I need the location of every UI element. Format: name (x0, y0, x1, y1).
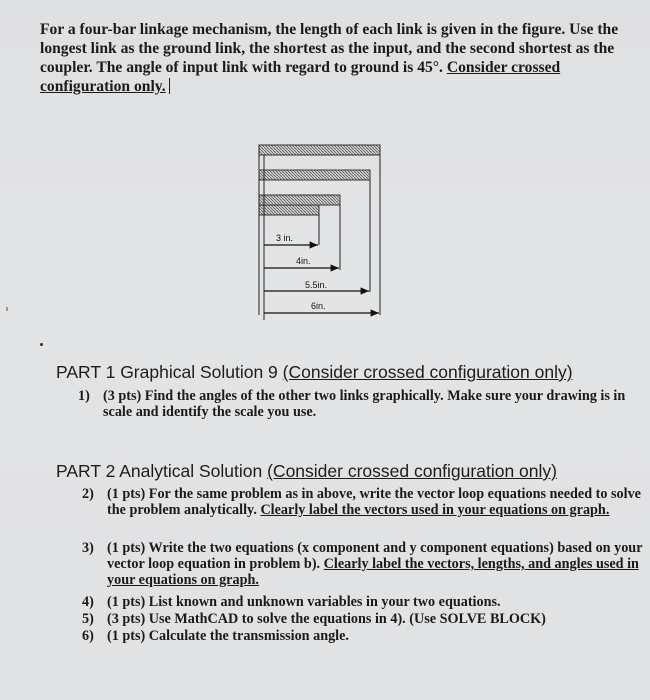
part2-subtitle: (Consider crossed configuration only) (267, 461, 557, 481)
item-number: 5) (82, 611, 94, 627)
item-text: (1 pts) List known and unknown variables in your two equations. (107, 594, 501, 610)
item-text: (1 pts) For the same problem as in above, write the vector loop equations needed to solve the problem analytically. (107, 486, 641, 518)
link-bar-5-5in (259, 170, 370, 180)
item-number: 2) (82, 486, 94, 502)
dim-label-5-5in: 5.5in. (305, 280, 328, 290)
item-text: (1 pts) Write the two equations (x component and y component equations) based on your vector loop equation in problem b). (107, 540, 643, 572)
list-item (82, 611, 647, 627)
bullet-dot (40, 343, 43, 346)
item-number: 1) (78, 388, 90, 404)
dim-label-6in: 6in. (311, 301, 326, 311)
part1-title: PART 1 Graphical Solution 9 (56, 362, 278, 382)
list-item (82, 486, 647, 518)
problem-text: For a four-bar linkage mechanism, the length of each link is given in the figure. Use the longest link as the ground link, the shortest as the input, and the second shortest as the coupler. The angle of input link with regard to ground is 45°. (40, 21, 619, 76)
crossed-configuration-note: Consider crossed configuration only. (40, 59, 561, 95)
part1-subtitle: (Consider crossed configuration only) (282, 362, 573, 382)
part2-title: PART 2 Analytical Solution (56, 461, 263, 481)
item-number: 6) (82, 628, 94, 644)
dim-label-4in: 4in. (296, 256, 311, 266)
item-number: 3) (82, 540, 94, 556)
margin-mark (6, 307, 8, 311)
item-text: (3 pts) Use MathCAD to solve the equations in 4). (Use SOLVE BLOCK) (107, 611, 546, 627)
item-underlined-text: Clearly label the vectors used in your equations on graph. (260, 502, 610, 518)
part2-heading (56, 461, 557, 482)
link-bar-4in (259, 195, 340, 205)
link-bar-6in (259, 145, 380, 155)
dim-label-3in: 3 in. (276, 233, 294, 243)
item-number: 4) (82, 594, 94, 610)
list-item (82, 540, 647, 588)
link-bar-3in (259, 205, 319, 215)
list-item (82, 628, 647, 644)
item-text: (3 pts) Find the angles of the other two links graphically. Make sure your drawing is in scale and identify the scale you use. (103, 388, 626, 420)
list-item (82, 594, 647, 610)
item-underlined-text: Clearly label the vectors, lengths, and angles used in your equations on graph. (107, 556, 639, 588)
list-item (78, 388, 643, 420)
part1-heading (56, 362, 573, 383)
item-text: (1 pts) Calculate the transmission angle. (107, 628, 349, 644)
